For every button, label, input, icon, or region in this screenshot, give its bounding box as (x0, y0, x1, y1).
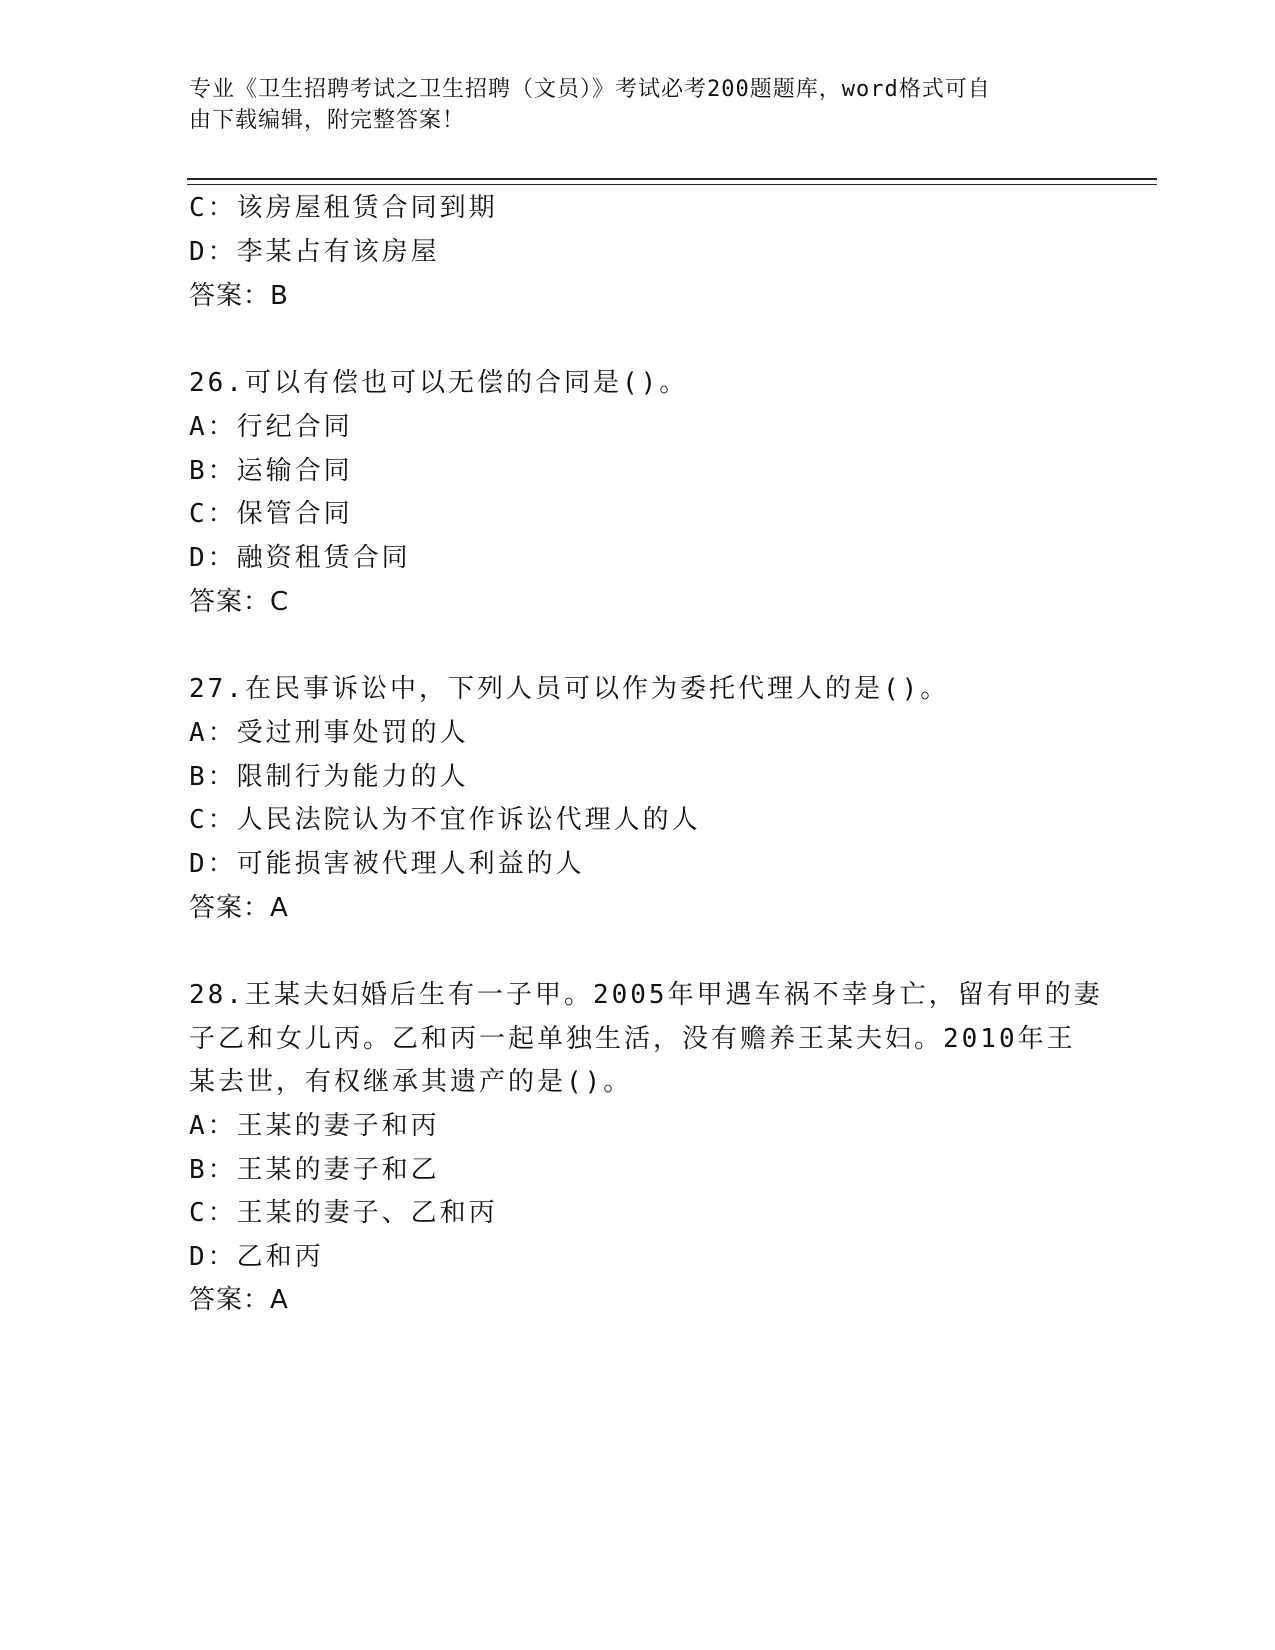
question-27-text: 27.在民事诉讼中，下列人员可以作为委托代理人的是()。 (189, 674, 950, 704)
question-26-option-b: B：运输合同 (189, 456, 353, 486)
question-28-option-c: C：王某的妻子、乙和丙 (189, 1198, 498, 1228)
option-d: D：李某占有该房屋 (189, 237, 440, 267)
question-26-answer: 答案：C (189, 587, 290, 617)
question-26-option-a: A：行纪合同 (189, 412, 353, 442)
question-27-option-a: A：受过刑事处罚的人 (189, 718, 469, 748)
question-28-option-b: B：王某的妻子和乙 (189, 1155, 440, 1185)
header-divider-top (187, 178, 1157, 180)
question-28-option-a: A：王某的妻子和丙 (189, 1111, 440, 1141)
question-28-answer: 答案：A (189, 1285, 289, 1315)
document-header (189, 74, 1089, 136)
question-28-text-line-1: 28.王某夫妇婚后生有一子甲。2005年甲遇车祸不幸身亡，留有甲的妻 (189, 980, 1103, 1010)
question-26-option-c: C：保管合同 (189, 499, 353, 529)
question-28-text-line-2: 子乙和女儿丙。乙和丙一起单独生活，没有赡养王某夫妇。2010年王 (189, 1024, 1076, 1054)
question-27-option-d: D：可能损害被代理人利益的人 (189, 849, 585, 879)
question-26-option-d: D：融资租赁合同 (189, 543, 411, 573)
header-divider-bottom (187, 184, 1157, 185)
question-28-text-line-3: 某去世，有权继承其遗产的是()。 (189, 1067, 633, 1097)
header-line-1: 专业《卫生招聘考试之卫生招聘（文员）》考试必考200题题库，word格式可自 (189, 77, 991, 102)
question-26-text: 26.可以有偿也可以无偿的合同是()。 (189, 368, 689, 398)
header-line-2: 由下载编辑，附完整答案！ (189, 108, 466, 133)
question-27-option-c: C：人民法院认为不宜作诉讼代理人的人 (189, 805, 701, 835)
question-28-option-d: D：乙和丙 (189, 1242, 324, 1272)
question-27-answer: 答案：A (189, 893, 289, 923)
option-c: C：该房屋租赁合同到期 (189, 193, 498, 223)
question-27-option-b: B：限制行为能力的人 (189, 762, 469, 792)
answer: 答案：B (189, 281, 289, 311)
